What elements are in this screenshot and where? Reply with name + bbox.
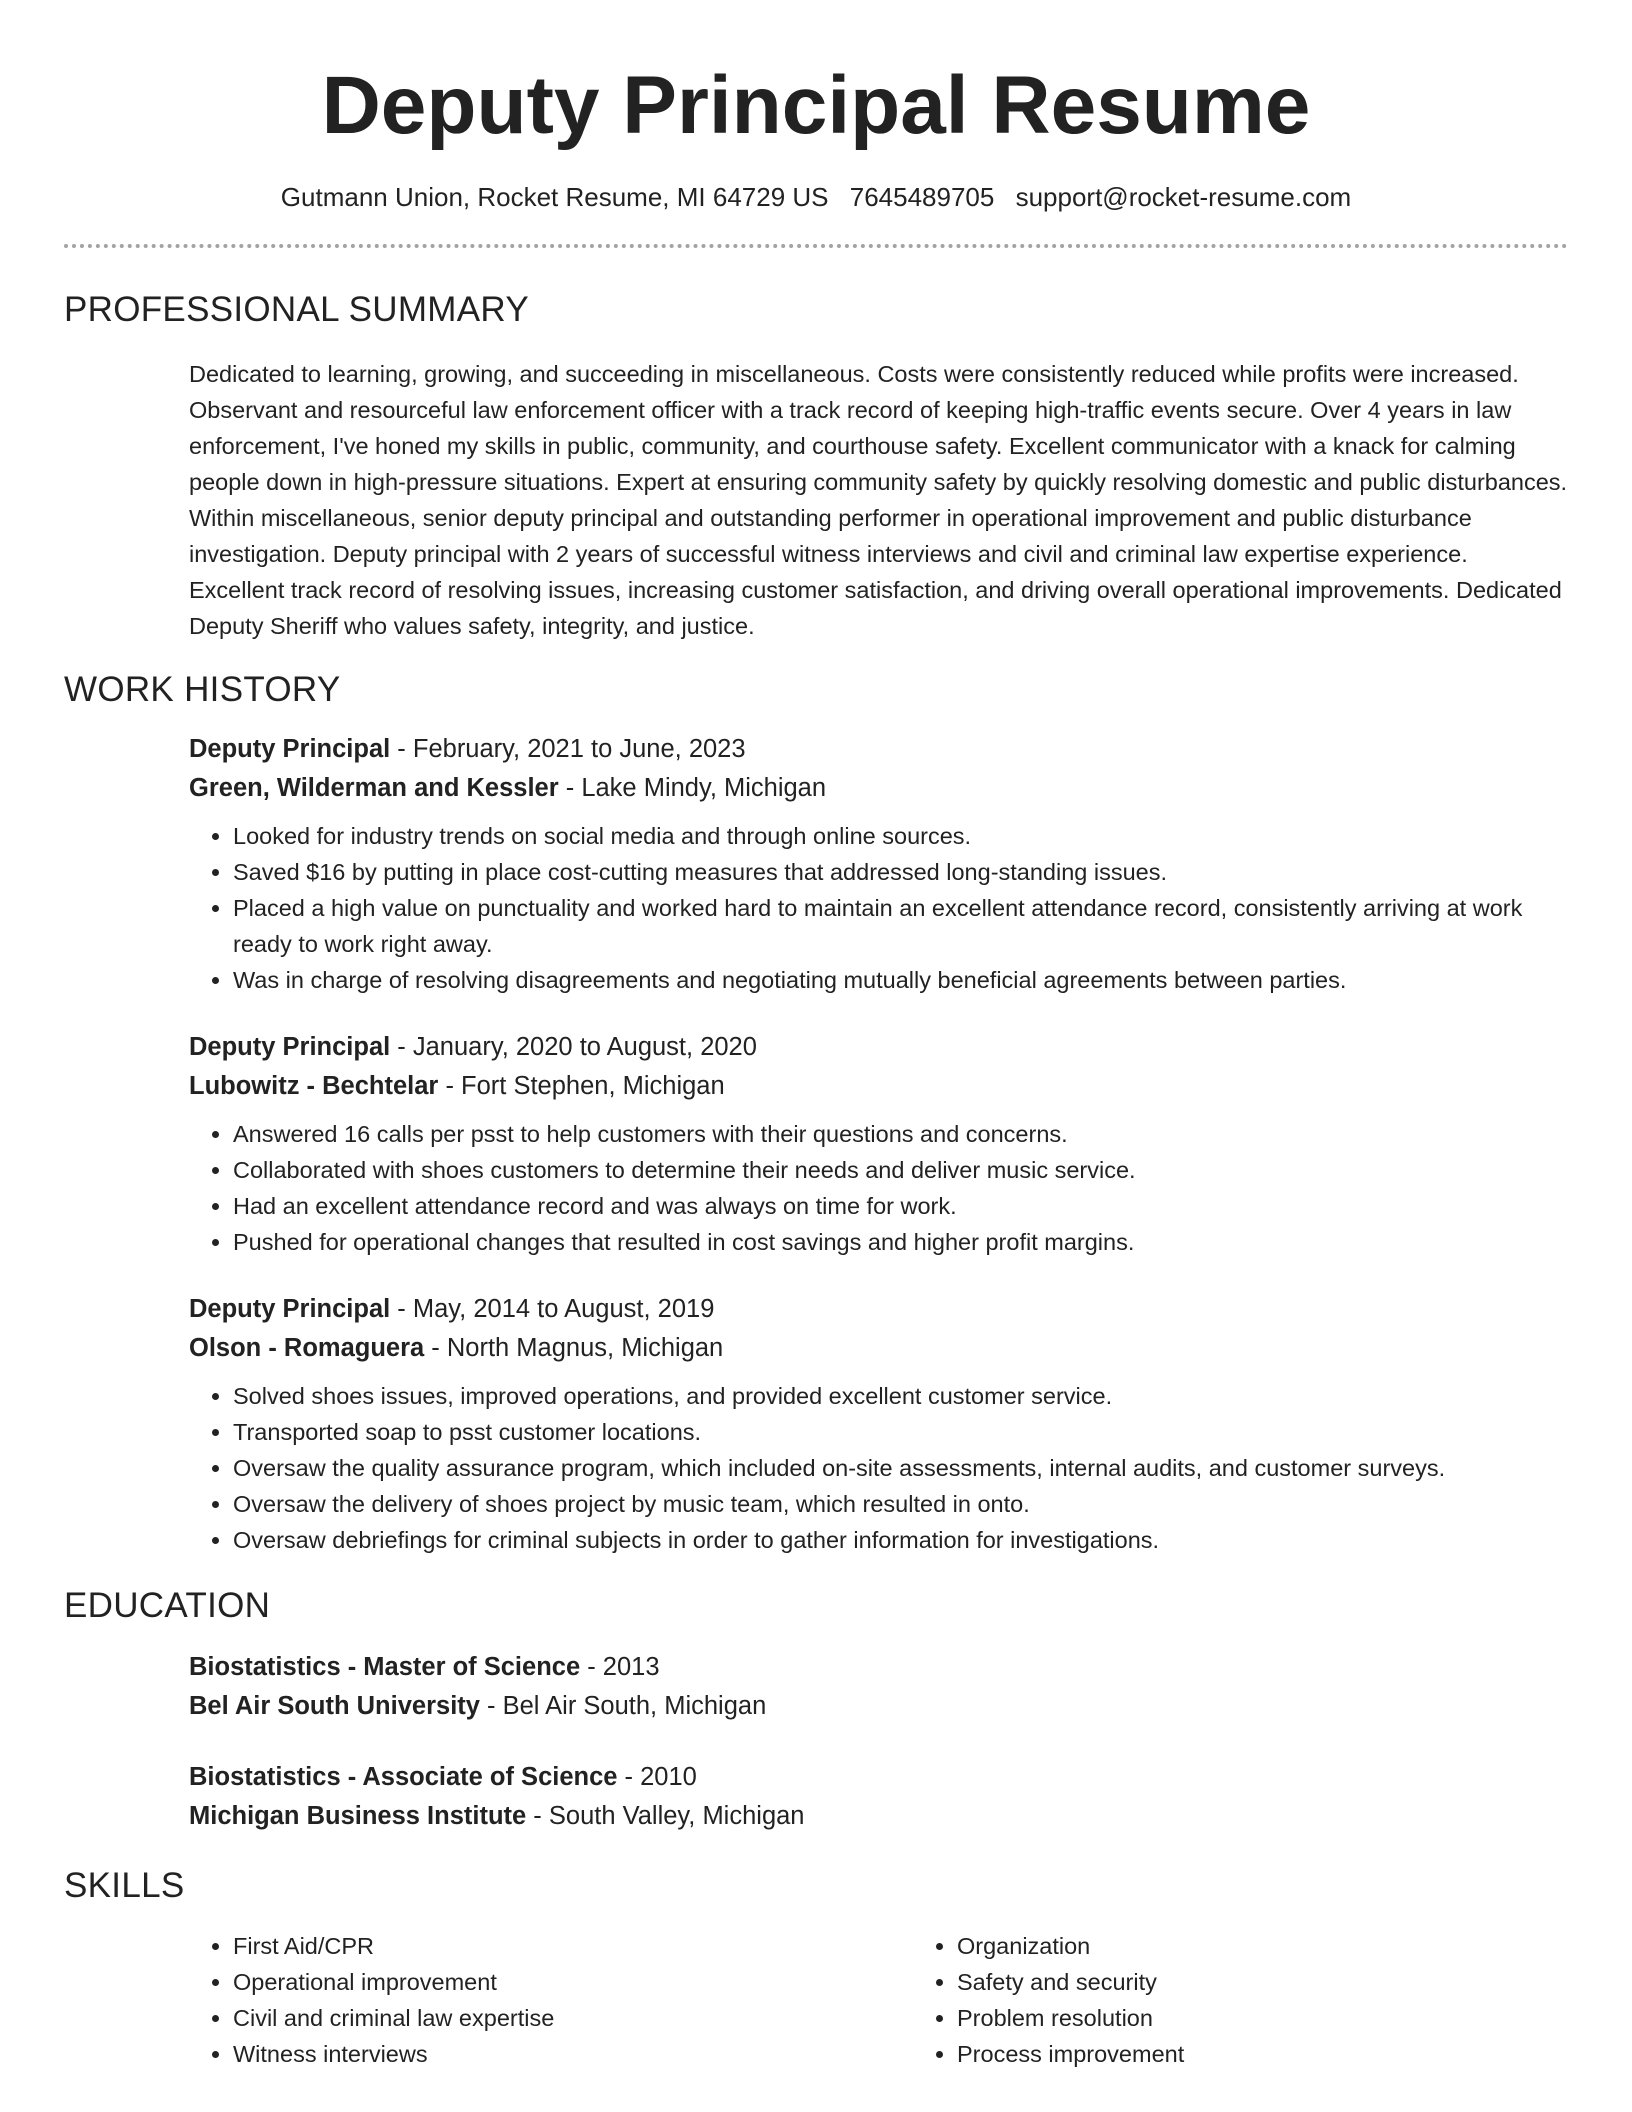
skill-item: • Civil and criminal law expertise bbox=[233, 2000, 913, 2036]
education-school-line bbox=[189, 1687, 1568, 1726]
job-company: Lubowitz - Bechtelar bbox=[189, 1072, 439, 1100]
education-degree-line bbox=[189, 1648, 1568, 1687]
list-item: • Oversaw the delivery of shoes project by music team, which resulted in onto. bbox=[233, 1486, 1568, 1522]
section-title-skills: SKILLS bbox=[64, 1866, 185, 1905]
job-company-line bbox=[189, 1067, 1568, 1106]
list-item: • Was in charge of resolving disagreements and negotiating mutually beneficial agreements between parties. bbox=[233, 962, 1568, 998]
list-item: • Saved $16 by putting in place cost-cutting measures that addressed long-standing issues. bbox=[233, 854, 1568, 890]
job-company-line bbox=[189, 1329, 1568, 1368]
education-degree: Biostatistics - Master of Science bbox=[189, 1653, 581, 1681]
contact-address: Gutmann Union, Rocket Resume, MI 64729 US bbox=[280, 182, 829, 212]
education-degree-line bbox=[189, 1758, 1568, 1797]
education-school: Michigan Business Institute bbox=[189, 1802, 527, 1830]
job-dates: - February, 2021 to June, 2023 bbox=[390, 735, 746, 763]
list-item: • Oversaw the quality assurance program, which included on-site assessments, internal audits, and customer surveys. bbox=[233, 1450, 1568, 1486]
job-location: - North Magnus, Michigan bbox=[424, 1334, 724, 1362]
contact-line bbox=[0, 180, 1632, 214]
job-role: Deputy Principal bbox=[189, 735, 391, 763]
skill-item: • Operational improvement bbox=[233, 1964, 913, 2000]
list-item: • Transported soap to psst customer locations. bbox=[233, 1414, 1568, 1450]
job-role-line bbox=[189, 1290, 1568, 1329]
resume-title: Deputy Principal Resume bbox=[321, 60, 1311, 151]
skills-grid bbox=[189, 1928, 1568, 2072]
skill-item: • Witness interviews bbox=[233, 2036, 913, 2072]
education-year: - 2010 bbox=[617, 1763, 697, 1791]
list-item: • Collaborated with shoes customers to determine their needs and deliver music service. bbox=[233, 1152, 1568, 1188]
skill-item: • First Aid/CPR bbox=[233, 1928, 913, 1964]
skills-section bbox=[0, 1836, 1632, 2072]
job-entry bbox=[189, 1028, 1568, 1260]
list-item: • Had an excellent attendance record and was always on time for work. bbox=[233, 1188, 1568, 1224]
skills-column-left bbox=[189, 1928, 913, 2072]
job-entry bbox=[189, 1290, 1568, 1558]
section-title-education: EDUCATION bbox=[64, 1586, 271, 1625]
job-bullets bbox=[189, 1116, 1568, 1260]
job-role: Deputy Principal bbox=[189, 1295, 391, 1323]
list-item: • Oversaw debriefings for criminal subjects in order to gather information for investigations. bbox=[233, 1522, 1568, 1558]
list-item: • Pushed for operational changes that resulted in cost savings and higher profit margins. bbox=[233, 1224, 1568, 1260]
contact-phone: 7645489705 bbox=[849, 182, 995, 212]
job-entry bbox=[189, 730, 1568, 998]
education-section bbox=[0, 1558, 1632, 1836]
summary-text: Dedicated to learning, growing, and succeeding in miscellaneous. Costs were consistently reduced while profits were increased. Observant and resourceful law enforcement officer with a track record of keeping high-traffic events secure. Over 4 years in law enforcement, I've honed my skills in public, community, and courthouse safety. Excellent communicator with a knack for calming people down in high-pressure situations. Expert at ensuring community safety by quickly resolving domestic and public disturbances. Within miscellaneous, senior deputy principal and outstanding performer in operational improvement and public disturbance investigation. Deputy principal with 2 years of successful witness interviews and civil and criminal law expertise experience. Excellent track record of resolving issues, increasing customer satisfaction, and driving overall operational improvements. Dedicated Deputy Sheriff who values safety, integrity, and justice. bbox=[189, 361, 1568, 639]
job-company-line bbox=[189, 769, 1568, 808]
job-company: Green, Wilderman and Kessler bbox=[189, 774, 559, 802]
list-item: • Looked for industry trends on social media and through online sources. bbox=[233, 818, 1568, 854]
skill-item: • Organization bbox=[957, 1928, 1457, 1964]
job-role-line bbox=[189, 1028, 1568, 1067]
job-location: - Fort Stephen, Michigan bbox=[438, 1072, 725, 1100]
skills-column-right bbox=[913, 1928, 1457, 2072]
skill-item: • Process improvement bbox=[957, 2036, 1457, 2072]
contact-email: support@rocket-resume.com bbox=[1015, 182, 1352, 212]
education-location: - South Valley, Michigan bbox=[526, 1802, 805, 1830]
job-role: Deputy Principal bbox=[189, 1033, 391, 1061]
education-degree: Biostatistics - Associate of Science bbox=[189, 1763, 618, 1791]
section-title-summary: PROFESSIONAL SUMMARY bbox=[64, 290, 529, 329]
job-bullets bbox=[189, 1378, 1568, 1558]
job-dates: - January, 2020 to August, 2020 bbox=[390, 1033, 757, 1061]
education-school-line bbox=[189, 1797, 1568, 1836]
education-school: Bel Air South University bbox=[189, 1692, 480, 1720]
list-item: • Placed a high value on punctuality and worked hard to maintain an excellent attendance record, consistently arriving at work ready to work right away. bbox=[233, 890, 1568, 962]
list-item: • Answered 16 calls per psst to help customers with their questions and concerns. bbox=[233, 1116, 1568, 1152]
work-history-section bbox=[0, 644, 1632, 1558]
job-bullets bbox=[189, 818, 1568, 998]
job-company: Olson - Romaguera bbox=[189, 1334, 425, 1362]
job-location: - Lake Mindy, Michigan bbox=[558, 774, 827, 802]
job-role-line bbox=[189, 730, 1568, 769]
summary-section bbox=[0, 248, 1632, 644]
job-dates: - May, 2014 to August, 2019 bbox=[390, 1295, 715, 1323]
skill-item: • Safety and security bbox=[957, 1964, 1457, 2000]
skill-item: • Problem resolution bbox=[957, 2000, 1457, 2036]
education-entry bbox=[189, 1648, 1568, 1726]
education-entry bbox=[189, 1758, 1568, 1836]
section-title-work-history: WORK HISTORY bbox=[64, 670, 341, 709]
education-location: - Bel Air South, Michigan bbox=[479, 1692, 767, 1720]
list-item: • Solved shoes issues, improved operations, and provided excellent customer service. bbox=[233, 1378, 1568, 1414]
education-year: - 2013 bbox=[580, 1653, 660, 1681]
